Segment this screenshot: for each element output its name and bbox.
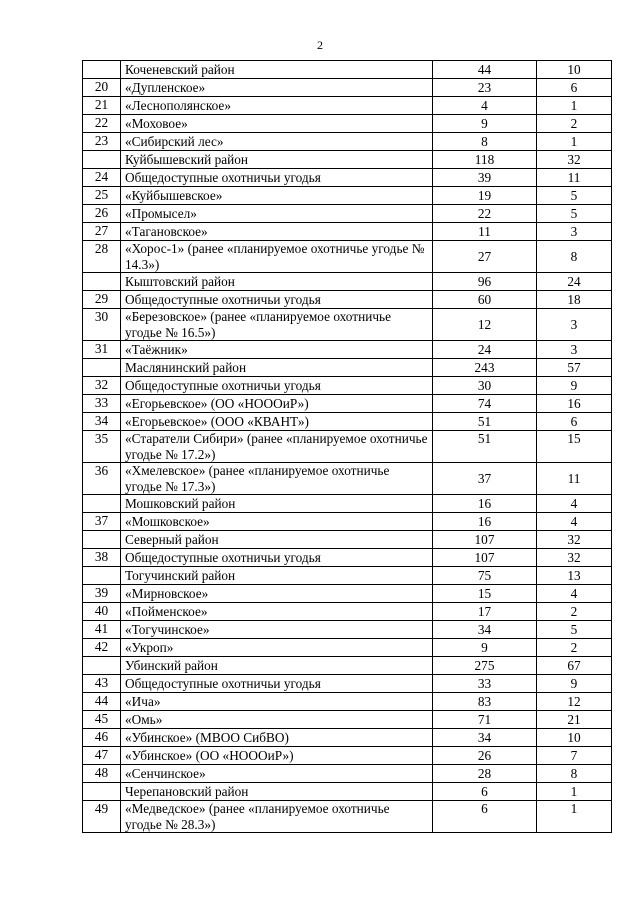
row-number: 40 xyxy=(83,603,121,621)
row-value-2: 4 xyxy=(537,585,612,603)
table-row xyxy=(83,549,612,567)
row-number: 21 xyxy=(83,97,121,115)
district-row xyxy=(83,273,612,291)
row-name: Общедоступные охотничьи угодья xyxy=(121,169,433,187)
row-value-2: 12 xyxy=(537,693,612,711)
row-value-1: 33 xyxy=(433,675,537,693)
row-name: «Промысел» xyxy=(121,205,433,223)
table-row xyxy=(83,513,612,531)
table-row xyxy=(83,585,612,603)
table-row xyxy=(83,309,612,341)
row-name: «Укроп» xyxy=(121,639,433,657)
row-value-2: 5 xyxy=(537,205,612,223)
district-row xyxy=(83,783,612,801)
page-number: 2 xyxy=(317,38,323,52)
row-value-1: 75 xyxy=(433,567,537,585)
row-value-1: 9 xyxy=(433,639,537,657)
row-name: «Старатели Сибири» (ранее «планируемое охотничье угодье № 17.2») xyxy=(121,431,433,463)
row-value-2: 3 xyxy=(537,309,612,341)
row-value-2: 24 xyxy=(537,273,612,291)
row-value-1: 275 xyxy=(433,657,537,675)
table-row xyxy=(83,97,612,115)
table-row xyxy=(83,341,612,359)
row-name: Северный район xyxy=(121,531,433,549)
row-value-2: 13 xyxy=(537,567,612,585)
row-name: «Хорос-1» (ранее «планируемое охотничье угодье № 14.3») xyxy=(121,241,433,273)
table-row xyxy=(83,675,612,693)
row-number: 24 xyxy=(83,169,121,187)
row-value-1: 27 xyxy=(433,241,537,273)
table-row xyxy=(83,395,612,413)
row-name: Мошковский район xyxy=(121,495,433,513)
row-value-1: 83 xyxy=(433,693,537,711)
table-row xyxy=(83,463,612,495)
row-value-2: 32 xyxy=(537,531,612,549)
row-value-1: 12 xyxy=(433,309,537,341)
row-number xyxy=(83,61,121,79)
hunting-grounds-table xyxy=(82,60,612,833)
row-number xyxy=(83,567,121,585)
table-row xyxy=(83,187,612,205)
row-value-1: 22 xyxy=(433,205,537,223)
district-row xyxy=(83,567,612,585)
row-value-1: 4 xyxy=(433,97,537,115)
row-value-2: 67 xyxy=(537,657,612,675)
row-name: «Мирновское» xyxy=(121,585,433,603)
row-number: 26 xyxy=(83,205,121,223)
row-name: «Мошковское» xyxy=(121,513,433,531)
table-row xyxy=(83,639,612,657)
row-value-1: 8 xyxy=(433,133,537,151)
row-value-2: 3 xyxy=(537,341,612,359)
row-value-1: 6 xyxy=(433,801,537,833)
row-value-2: 2 xyxy=(537,603,612,621)
row-value-1: 51 xyxy=(433,431,537,463)
row-value-1: 34 xyxy=(433,621,537,639)
row-value-1: 44 xyxy=(433,61,537,79)
row-name: Куйбышевский район xyxy=(121,151,433,169)
row-value-2: 5 xyxy=(537,187,612,205)
row-number: 42 xyxy=(83,639,121,657)
row-number: 23 xyxy=(83,133,121,151)
row-value-2: 9 xyxy=(537,377,612,395)
row-name: Коченевский район xyxy=(121,61,433,79)
row-value-2: 11 xyxy=(537,169,612,187)
row-value-1: 60 xyxy=(433,291,537,309)
table-row xyxy=(83,621,612,639)
row-value-2: 4 xyxy=(537,495,612,513)
row-value-2: 10 xyxy=(537,61,612,79)
row-number: 49 xyxy=(83,801,121,833)
row-name: «Сенчинское» xyxy=(121,765,433,783)
row-name: «Убинское» (МВОО СибВО) xyxy=(121,729,433,747)
district-row xyxy=(83,61,612,79)
row-number: 25 xyxy=(83,187,121,205)
row-name: «Моховое» xyxy=(121,115,433,133)
row-name: «Медведское» (ранее «планируемое охотничье угодье № 28.3») xyxy=(121,801,433,833)
row-number: 20 xyxy=(83,79,121,97)
row-value-2: 1 xyxy=(537,97,612,115)
district-row xyxy=(83,531,612,549)
row-value-1: 37 xyxy=(433,463,537,495)
row-value-2: 32 xyxy=(537,151,612,169)
row-value-2: 21 xyxy=(537,711,612,729)
row-value-2: 8 xyxy=(537,241,612,273)
table-row xyxy=(83,729,612,747)
row-value-1: 74 xyxy=(433,395,537,413)
row-name: «Сибирский лес» xyxy=(121,133,433,151)
row-value-1: 6 xyxy=(433,783,537,801)
row-name: «Ича» xyxy=(121,693,433,711)
row-number: 28 xyxy=(83,241,121,273)
row-value-2: 1 xyxy=(537,801,612,833)
row-name: «Поймeнское» xyxy=(121,603,433,621)
row-name: Общедоступные охотничьи угодья xyxy=(121,291,433,309)
row-number: 43 xyxy=(83,675,121,693)
table-row xyxy=(83,115,612,133)
row-number: 41 xyxy=(83,621,121,639)
row-value-1: 28 xyxy=(433,765,537,783)
table-row xyxy=(83,241,612,273)
row-value-1: 16 xyxy=(433,495,537,513)
row-name: Общедоступные охотничьи угодья xyxy=(121,549,433,567)
row-value-1: 51 xyxy=(433,413,537,431)
row-number: 46 xyxy=(83,729,121,747)
table-row xyxy=(83,223,612,241)
row-name: «Березовское» (ранее «планируемое охотничье угодье № 16.5») xyxy=(121,309,433,341)
row-number: 27 xyxy=(83,223,121,241)
row-number: 31 xyxy=(83,341,121,359)
table-row xyxy=(83,133,612,151)
row-value-2: 3 xyxy=(537,223,612,241)
row-value-2: 18 xyxy=(537,291,612,309)
row-name: «Омь» xyxy=(121,711,433,729)
row-value-1: 34 xyxy=(433,729,537,747)
row-value-2: 57 xyxy=(537,359,612,377)
row-value-1: 96 xyxy=(433,273,537,291)
row-value-1: 71 xyxy=(433,711,537,729)
row-number xyxy=(83,273,121,291)
table-row xyxy=(83,79,612,97)
row-number: 48 xyxy=(83,765,121,783)
row-number xyxy=(83,657,121,675)
table-row xyxy=(83,291,612,309)
row-name: «Хмелевское» (ранее «планируемое охотничье угодье № 17.3») xyxy=(121,463,433,495)
row-number: 47 xyxy=(83,747,121,765)
row-value-2: 4 xyxy=(537,513,612,531)
district-row xyxy=(83,657,612,675)
table-row xyxy=(83,801,612,833)
table-row xyxy=(83,747,612,765)
row-name: «Егорьевское» (ОО «НОООиР») xyxy=(121,395,433,413)
row-value-1: 11 xyxy=(433,223,537,241)
table-row xyxy=(83,377,612,395)
table-row xyxy=(83,169,612,187)
row-value-1: 243 xyxy=(433,359,537,377)
row-number: 22 xyxy=(83,115,121,133)
row-value-1: 23 xyxy=(433,79,537,97)
row-name: Тогучинский район xyxy=(121,567,433,585)
row-number xyxy=(83,783,121,801)
row-number xyxy=(83,531,121,549)
district-row xyxy=(83,151,612,169)
row-value-2: 10 xyxy=(537,729,612,747)
row-value-1: 16 xyxy=(433,513,537,531)
row-value-2: 6 xyxy=(537,413,612,431)
row-value-1: 15 xyxy=(433,585,537,603)
row-name: «Тогучинское» xyxy=(121,621,433,639)
row-name: «Тагановское» xyxy=(121,223,433,241)
row-number xyxy=(83,495,121,513)
row-number: 36 xyxy=(83,463,121,495)
row-value-1: 17 xyxy=(433,603,537,621)
row-value-1: 24 xyxy=(433,341,537,359)
table-row xyxy=(83,765,612,783)
row-number: 45 xyxy=(83,711,121,729)
table-row xyxy=(83,431,612,463)
row-number: 32 xyxy=(83,377,121,395)
row-value-2: 5 xyxy=(537,621,612,639)
row-value-2: 8 xyxy=(537,765,612,783)
row-value-1: 39 xyxy=(433,169,537,187)
row-value-1: 107 xyxy=(433,549,537,567)
row-number: 39 xyxy=(83,585,121,603)
row-name: «Таёжник» xyxy=(121,341,433,359)
row-value-1: 107 xyxy=(433,531,537,549)
table-row xyxy=(83,603,612,621)
row-number xyxy=(83,359,121,377)
district-row xyxy=(83,495,612,513)
row-number: 35 xyxy=(83,431,121,463)
row-value-2: 16 xyxy=(537,395,612,413)
row-name: Кыштовский район xyxy=(121,273,433,291)
row-name: Маслянинский район xyxy=(121,359,433,377)
row-name: Убинский район xyxy=(121,657,433,675)
row-value-1: 26 xyxy=(433,747,537,765)
row-name: «Леснополянское» xyxy=(121,97,433,115)
row-value-2: 32 xyxy=(537,549,612,567)
row-number: 30 xyxy=(83,309,121,341)
table-body xyxy=(83,61,612,833)
table-row xyxy=(83,413,612,431)
row-value-1: 30 xyxy=(433,377,537,395)
row-number: 34 xyxy=(83,413,121,431)
row-number: 33 xyxy=(83,395,121,413)
row-value-1: 118 xyxy=(433,151,537,169)
row-value-2: 6 xyxy=(537,79,612,97)
row-name: «Убинское» (ОО «НОООиР») xyxy=(121,747,433,765)
row-name: «Куйбышевское» xyxy=(121,187,433,205)
district-row xyxy=(83,359,612,377)
row-value-1: 9 xyxy=(433,115,537,133)
row-number: 29 xyxy=(83,291,121,309)
table-row xyxy=(83,693,612,711)
row-number: 38 xyxy=(83,549,121,567)
row-number: 37 xyxy=(83,513,121,531)
row-value-2: 9 xyxy=(537,675,612,693)
row-value-2: 2 xyxy=(537,115,612,133)
row-name: Общедоступные охотничьи угодья xyxy=(121,675,433,693)
row-value-2: 7 xyxy=(537,747,612,765)
row-value-2: 2 xyxy=(537,639,612,657)
row-name: «Дупленское» xyxy=(121,79,433,97)
row-value-1: 19 xyxy=(433,187,537,205)
row-value-2: 1 xyxy=(537,783,612,801)
row-value-2: 11 xyxy=(537,463,612,495)
row-name: Общедоступные охотничьи угодья xyxy=(121,377,433,395)
table-row xyxy=(83,205,612,223)
row-value-2: 15 xyxy=(537,431,612,463)
row-number: 44 xyxy=(83,693,121,711)
row-value-2: 1 xyxy=(537,133,612,151)
row-number xyxy=(83,151,121,169)
row-name: Черепановский район xyxy=(121,783,433,801)
table-row xyxy=(83,711,612,729)
row-name: «Егорьевское» (ООО «КВАНТ») xyxy=(121,413,433,431)
